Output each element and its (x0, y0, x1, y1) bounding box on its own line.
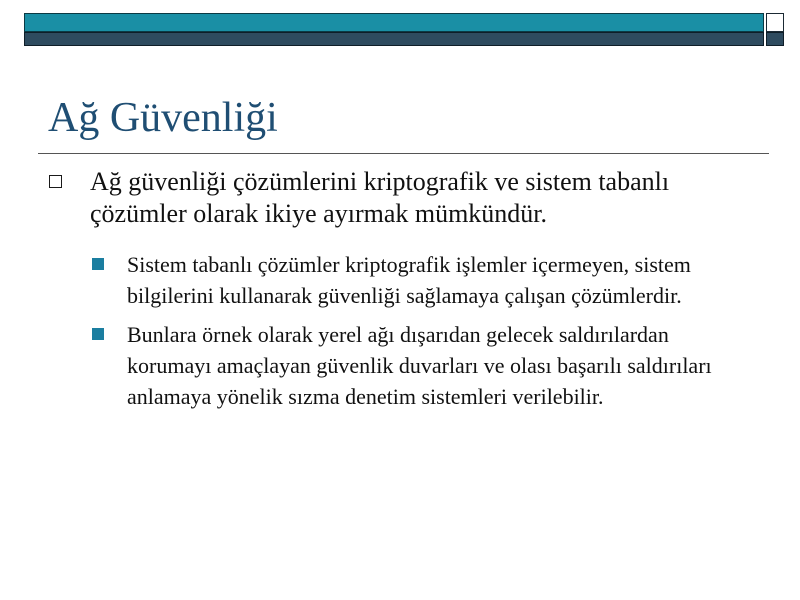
header-corner-box-top (766, 13, 784, 32)
header-bar-bottom (24, 32, 764, 46)
header-bar-top (24, 13, 764, 32)
bullet-level1-text: Ağ güvenliği çözümlerini kriptografik ve sistem tabanlı çözümler olarak ikiye ayırmak mümkündür. (90, 167, 670, 228)
slide-title: Ağ Güvenliği (48, 95, 278, 141)
bullet-level2 (0, 319, 757, 412)
slide-content (0, 166, 800, 412)
hollow-square-bullet-icon (49, 175, 62, 188)
bullet-level2 (0, 249, 757, 311)
bullet-level2-text: Bunlara örnek olarak yerel ağı dışarıdan gelecek saldırılardan korumayı amaçlayan güvenlik duvarları ve olası başarılı saldırıları anlamaya yönelik sızma denetim sistemleri verilebilir. (127, 322, 712, 409)
title-divider (38, 153, 769, 154)
bullet-level2-text: Sistem tabanlı çözümler kriptografik işlemler içermeyen, sistem bilgilerini kullanarak güvenliği sağlamaya çalışan çözümlerdir. (127, 252, 691, 308)
filled-square-bullet-icon (92, 258, 104, 270)
header-corner-box-bottom (766, 32, 784, 46)
bullet-level1 (0, 166, 740, 230)
filled-square-bullet-icon (92, 328, 104, 340)
